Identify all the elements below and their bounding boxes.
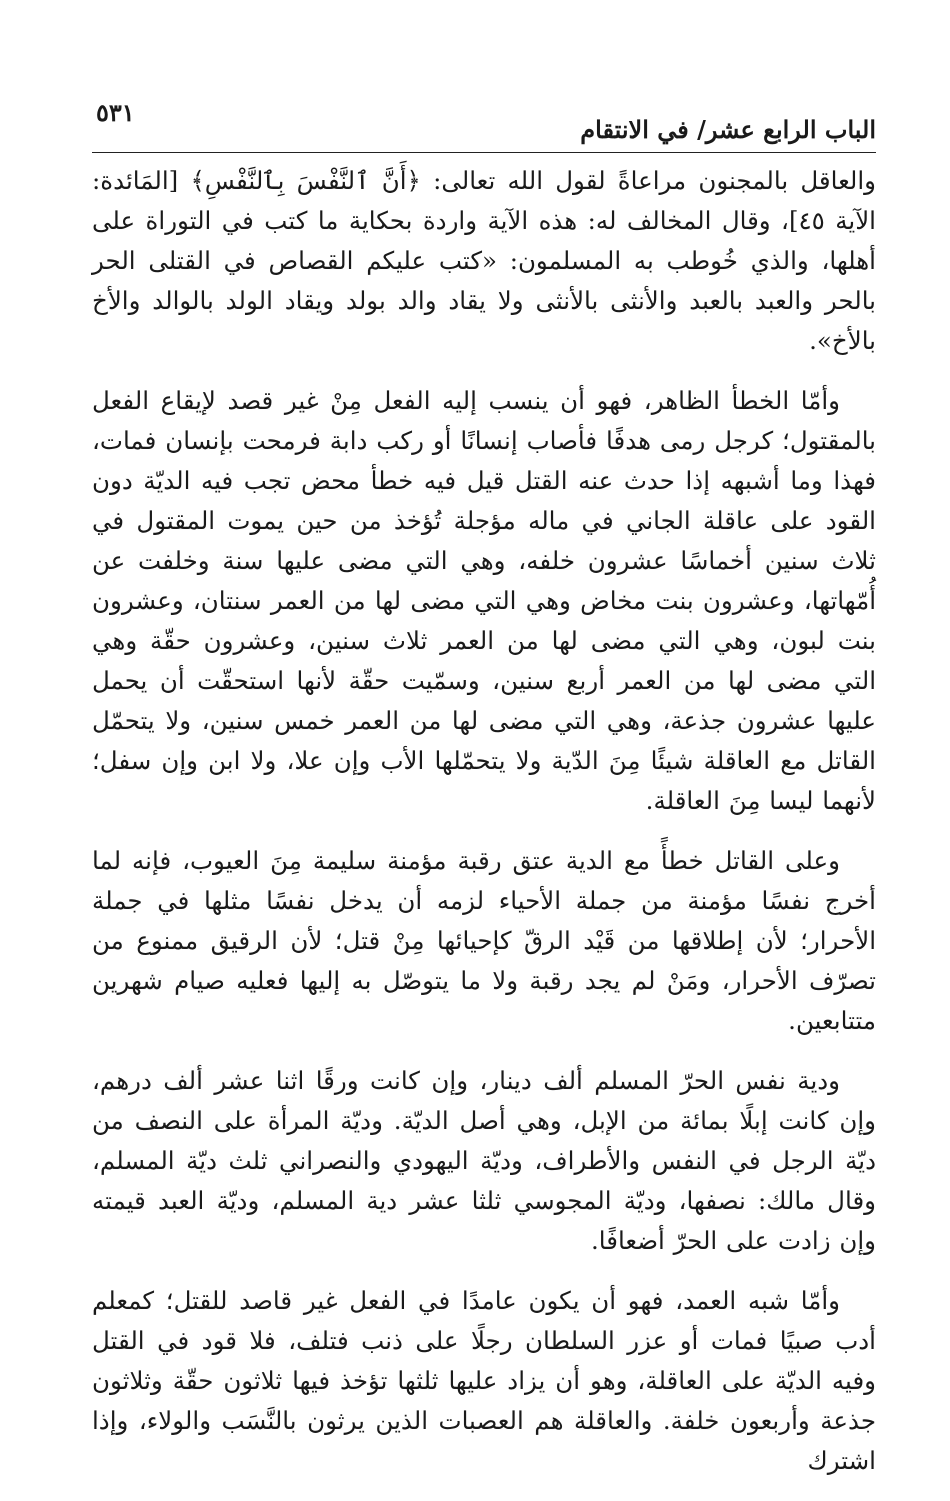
paragraph: وأمّا شبه العمد، فهو أن يكون عامدًا في الفعل غير قاصد للقتل؛ كمعلم أدب صبيًا فمات أو عزر السلطان رجلًا على ذنب فتلف، فلا قود في القتل وفيه الديّة على العاقلة، وهو أن يزاد عليها ثلثها تؤخذ فيها ثلاثون حقّة وثلاثون جذعة وأربعون خلفة. والعاقلة هم العصبات الذين يرثون بالنَّسَب والولاء، وإذا اشترك (92, 1286, 876, 1475)
running-title: الباب الرابع عشر/ في الانتقام (580, 115, 876, 144)
page-number: ٥٣١ (96, 98, 135, 127)
page-body (92, 161, 876, 1481)
paragraph: وأمّا الخطأ الظاهر، فهو أن ينسب إليه الفعل مِنْ غير قصد لإيقاع الفعل بالمقتول؛ كرجل رمى هدفًا فأصاب إنسانًا أو ركب دابة فرمحت بإنسان فمات، فهذا وما أشبهه إذا حدث عنه القتل قيل فيه خطأ محض تجب فيه الديّة دون القود على عاقلة الجاني في ماله مؤجلة تُؤخذ من حين يموت المقتول في ثلاث سنين أخماسًا عشرون خلفه، وهي التي مضى عليها سنة وخلفت عن أُمّهاتها، وعشرون بنت مخاض وهي التي مضى لها من العمر سنتان، وعشرون بنت لبون، وهي التي مضى لها من العمر ثلاث سنين، وعشرون حقّة وهي التي مضى لها من العمر أربع سنين، وسمّيت حقّة لأنها استحقّت أن يحمل عليها عشرون جذعة، وهي التي مضى لها من العمر خمس سنين، ولا يتحمّل القاتل مع العاقلة شيئًا مِنَ الدّية ولا يتحمّلها الأب وإن علا، ولا ابن وإن سفل؛ لأنهما ليسا مِنَ العاقلة. (92, 386, 877, 815)
book-page (92, 96, 876, 1501)
paragraph: وعلى القاتل خطأً مع الدية عتق رقبة مؤمنة سليمة مِنَ العيوب، فإنه لما أخرج نفسًا مؤمنة من جملة الأحياء لزمه أن يدخل نفسًا مثلها في جملة الأحرار؛ لأن إطلاقها من قَيْد الرقّ كإحيائها مِنْ قتل؛ لأن الرقيق ممنوع من تصرّف الأحرار، ومَنْ لم يجد رقبة ولا ما يتوصّل به إليها فعليه صيام شهرين متتابعين. (92, 846, 876, 1035)
paragraph: ودية نفس الحرّ المسلم ألف دينار، وإن كانت ورقًا اثنا عشر ألف درهم، وإن كانت إبلًا بمائة من الإبل، وهي أصل الديّة. وديّة المرأة على النصف من ديّة الرجل في النفس والأطراف، وديّة اليهودي والنصراني ثلث ديّة المسلم، وقال مالك: نصفها، وديّة المجوسي ثلثا عشر دية المسلم، وديّة العبد قيمته وإن زادت على الحرّ أضعافًا. (92, 1066, 876, 1255)
paragraph: والعاقل بالمجنون مراعاةً لقول الله تعالى: ﴿أَنَّ ٱلنَّفْسَ بِٱلنَّفْسِ﴾ [المَائدة: الآية ٤٥]، وقال المخالف له: هذه الآية واردة بحكاية ما كتب في التوراة على أهلها، والذي خُوطب به المسلمون: «كتب عليكم القصاص في القتلى الحر بالحر والعبد بالعبد والأنثى بالأنثى ولا يقاد والد بولد ويقاد الولد بالوالد والأخ بالأخ». (92, 166, 876, 355)
page-header (92, 96, 876, 153)
